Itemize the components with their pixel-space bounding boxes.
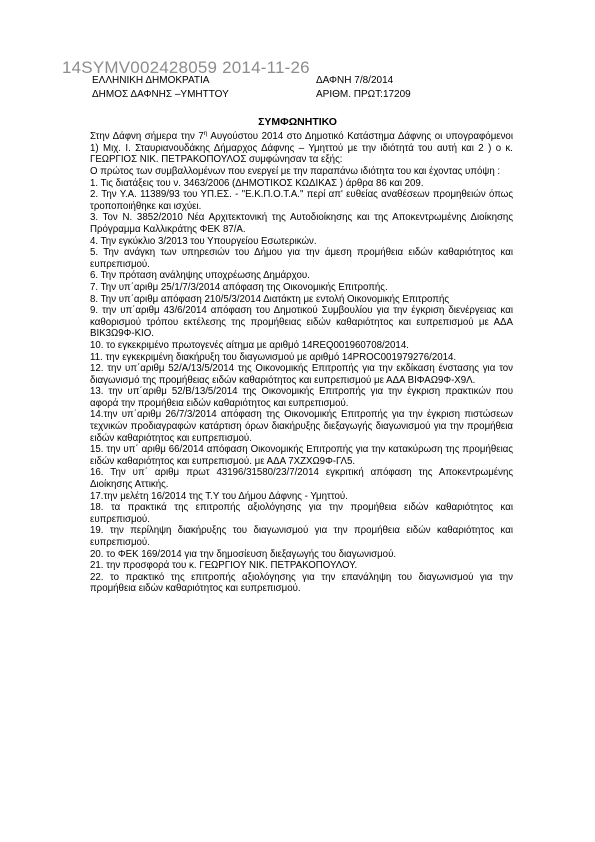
header-reference [316, 74, 411, 102]
document-title: ΣΥΜΦΩΝΗΤΙΚΟ [258, 116, 337, 128]
intro-paragraph [90, 128, 513, 166]
list-item: 1. Τις διατάξεις του ν. 3463/2006 (ΔΗΜΟΤΙΚΟΣ ΚΩΔΙΚΑΣ ) άρθρα 86 και 209. [90, 177, 424, 189]
list-item: 12. την υπ΄αριθμ 52/Α/13/5/2014 της Οικονομικής Επιτροπής για την εκδίκαση ένστασης για τον διαγωνισμό της προμήθειας ειδών καθαριότητος και ευπρεπισμού με ΑΔΑ ΒΙΦΑΩ9Φ-Χ9Λ. [90, 363, 513, 386]
list-item: 11. την εγκεκριμένη διακήρυξη του διαγωνισμού με αριθμό 14PROC001979276/2014. [90, 351, 457, 363]
list-item: 5. Την ανάγκη των υπηρεσιών του Δήμου για την άμεση προμήθεια ειδών καθαριότητος και ευπρεπισμού. [90, 247, 513, 270]
header-protocol-number: ΑΡΙΘΜ. ΠΡΩΤ:17209 [316, 89, 411, 100]
list-item: 3. Τον Ν. 3852/2010 Νέα Αρχιτεκτονική της Αυτοδιοίκησης και της Αποκεντρωμένης Διοίκησης Πρόγραμμα Καλλικράτης ΦΕΚ 87/Α. [90, 212, 513, 235]
list-item: 14.την υπ΄αριθμ 26/7/3/2014 απόφαση της Οικονομικής Επιτροπής για την έγκριση πιστώσεων τεχνικών προδιαγραφών κατάρτιση όρων διακήρυξης διεξαγωγής διαγωνισμού για την προμήθεια ειδών καθαριότητος και ευπρεπισμού. [90, 409, 513, 444]
list-item: 6. Την πρόταση ανάληψης υποχρέωσης Δημάρχου. [90, 270, 310, 282]
header-date: ΔΑΦΝΗ 7/8/2014 [316, 75, 394, 86]
document-body [90, 128, 513, 595]
list-item: 10. το εγκεκριμένο πρωτογενές αίτημα με αριθμό 14REQ001960708/2014. [90, 339, 409, 351]
list-item: 19. την περίληψη διακήρυξης του διαγωνισμού για την προμήθεια ειδών καθαριότητος και ευπρεπισμού. [90, 525, 513, 549]
list-item: 4. Την εγκύκλιο 3/2013 του Υπουργείου Εσωτερικών. [90, 235, 317, 247]
list-item: 17.την μελέτη 16/2014 της Τ.Υ του Δήμου Δάφνης - Υμηττού. [90, 490, 348, 502]
list-item: 22. το πρακτικό της επιτροπής αξιολόγησης για την επανάληψη του διαγωνισμού για την προμήθεια ειδών καθαριότητος και ευπρεπισμού. [90, 571, 513, 595]
list-item: 18. τα πρακτικά της επιτροπής αξιολόγησης για την προμήθεια ειδών καθαριότητος και ευπρεπισμού. [90, 502, 513, 525]
list-item: 7. Την υπ΄αριθμ 25/1/7/3/2014 απόφαση της Οικονομικής Επιτροπής. [90, 281, 388, 293]
list-item: 21. την προσφορά του κ. ΓΕΩΡΓΙΟΥ ΝΙΚ. ΠΕΤΡΑΚΟΠΟΥΛΟΥ. [90, 560, 358, 572]
intro-ordinal-suffix: η [203, 130, 208, 137]
intro-text-end: Αυγούστου 2014 στο Δημοτικό Κατάστημα Δάφνης οι υπογραφόμενοι 1) Μιχ. Ι. Σταυριανουδάκης Δήμαρχος Δάφνης – Υμηττού με την ιδιότητά του αυτή και 2 ) ο κ. ΓΕΩΡΓΙΟΣ ΝΙΚ. ΠΕΤΡΑΚΟΠΟΥΛΟΣ συμφώνησαν τα εξής: [90, 131, 513, 166]
list-item: 8. Την υπ΄αριθμ απόφαση 210/5/3/2014 Διατάκτη με εντολή Οικονομικής Επιτροπής [90, 293, 450, 305]
list-item: 9. την υπ΄αριθμ 43/6/2014 απόφαση του Δημοτικού Συμβουλίου για την έγκριση διενέργειας και καθορισμού τρόπου εκτέλεσης της προμήθειας ειδών καθαριότητος και ευπρεπισμού με ΑΔΑ ΒΙΚ3Ω9Φ-ΚΙΟ. [90, 305, 513, 340]
list-item: 20. το ΦΕΚ 169/2014 για την δημοσίευση διεξαγωγής του διαγωνισμού. [90, 548, 397, 560]
header-municipality: ΔΗΜΟΣ ΔΑΦΝΗΣ –ΥΜΗΤΤΟΥ [92, 89, 229, 100]
lead-paragraph: Ο πρώτος των συμβαλλομένων που ενεργεί με την παραπάνω ιδιότητα του και έχοντας υπόψη : [90, 166, 501, 178]
list-item: 2. Την Υ.Α. 11389/93 του ΥΠ.ΕΣ. - "Ε.Κ.Π.Ο.Τ.Α." περί απ' ευθείας αναθέσεων προμηθειών όπως τροποποιήθηκε και ισχύει. [90, 189, 513, 212]
list-item: 15. την υπ΄ αριθμ 66/2014 απόφαση Οικονομικής Επιτροπής για την κατακύρωση της προμήθειας ειδών καθαριότητος και ευπρεπισμού. με ΑΔΑ 7ΧΖΧΩ9Φ-ΓΛ5. [90, 444, 513, 467]
list-item: 13. την υπ΄αριθμ 52/Β/13/5/2014 της Οικονομικής Επιτροπής για την έγκριση πρακτικών που αφορά την προμήθεια ειδών καθαριότητος και ευπρεπισμού. [90, 386, 513, 409]
intro-text-start: Στην Δάφνη σήμερα την 7 [90, 131, 204, 143]
list-item: 16. Την υπ΄ αριθμ πρωτ 43196/31580/23/7/2014 εγκριτική απόφαση της Αποκεντρωμένης Διοίκησης Αττικής. [90, 467, 513, 491]
document-stamp-watermark: 14SYMV002428059 2014-11-26 [62, 58, 310, 77]
header-issuer [92, 74, 229, 102]
header-republic: ΕΛΛΗΝΙΚΗ ΔΗΜΟΚΡΑΤΙΑ [92, 75, 210, 86]
